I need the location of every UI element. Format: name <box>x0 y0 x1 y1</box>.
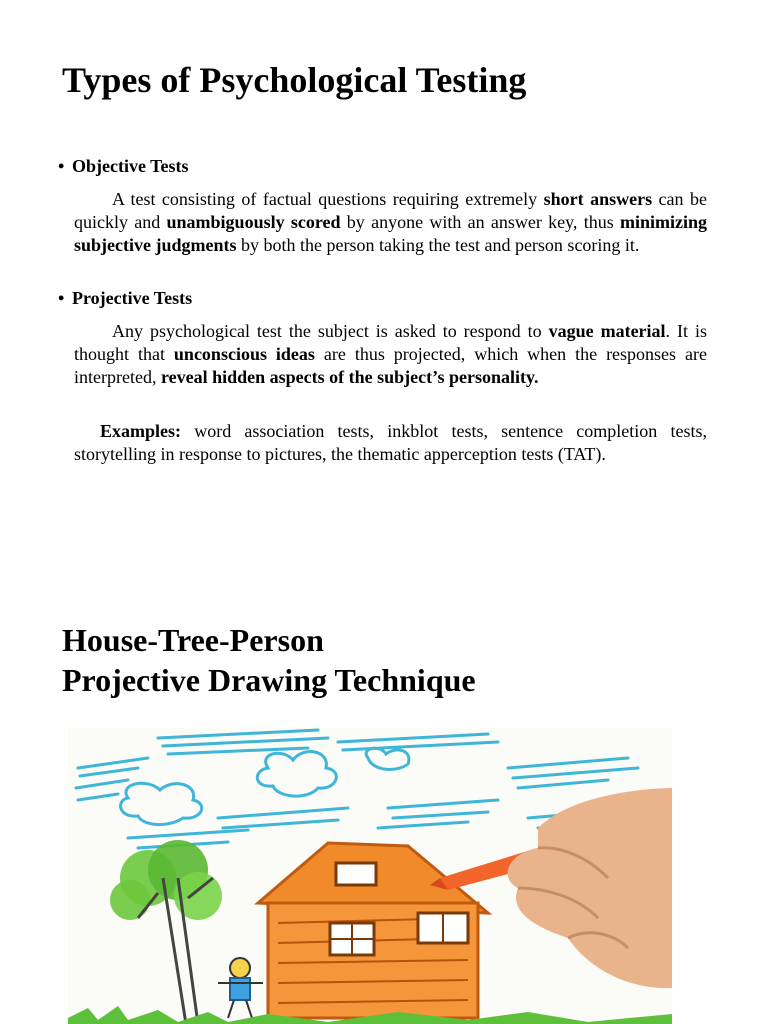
text-run: . It is thought that <box>74 321 707 364</box>
objective-tests-description <box>74 188 707 257</box>
bullet-objective-tests <box>58 156 189 177</box>
text-run: Any psychological test the subject is asked to respond to <box>112 321 549 341</box>
bullet-dot-icon: • <box>58 156 65 176</box>
bold-phrase: unambiguously scored <box>166 212 341 232</box>
bold-phrase: short answers <box>543 189 653 209</box>
bullet-heading: Objective Tests <box>72 156 189 176</box>
text-run: by anyone with an answer key, thus <box>340 212 620 232</box>
slide-title-line1: House-Tree-Person <box>62 622 324 658</box>
bullet-projective-tests <box>58 288 192 309</box>
child-drawing-house-tree-person-image <box>68 728 672 1024</box>
text-run: are thus projected, which when the responses are interpreted, <box>74 344 707 387</box>
slide-house-tree-person <box>0 590 768 1024</box>
bold-phrase: minimizing subjective judgments <box>74 212 708 255</box>
drawing-photo <box>68 728 672 1024</box>
projective-tests-description <box>74 320 707 389</box>
rich-text <box>74 189 707 255</box>
bullet-heading: Projective Tests <box>72 288 193 308</box>
examples-text: word association tests, inkblot tests, sentence completion tests, storytelling in response to pictures, the thematic apperception tests (TAT). <box>74 421 707 464</box>
examples-label: Examples: <box>100 421 181 441</box>
examples-paragraph <box>74 420 707 466</box>
rich-text <box>74 321 707 387</box>
slide-title <box>62 620 476 700</box>
bold-phrase: reveal hidden aspects of the subject’s personality. <box>160 367 539 387</box>
bullet-dot-icon: • <box>58 288 65 308</box>
text-run: can be quickly and <box>74 189 707 232</box>
bold-phrase: unconscious ideas <box>173 344 315 364</box>
text-run: by both the person taking the test and person scoring it. <box>236 235 640 255</box>
bold-phrase: vague material <box>548 321 666 341</box>
page-title: Types of Psychological Testing <box>62 60 527 100</box>
slide-title-line2: Projective Drawing Technique <box>62 662 476 698</box>
text-run: A test consisting of factual questions requiring extremely <box>112 189 544 209</box>
